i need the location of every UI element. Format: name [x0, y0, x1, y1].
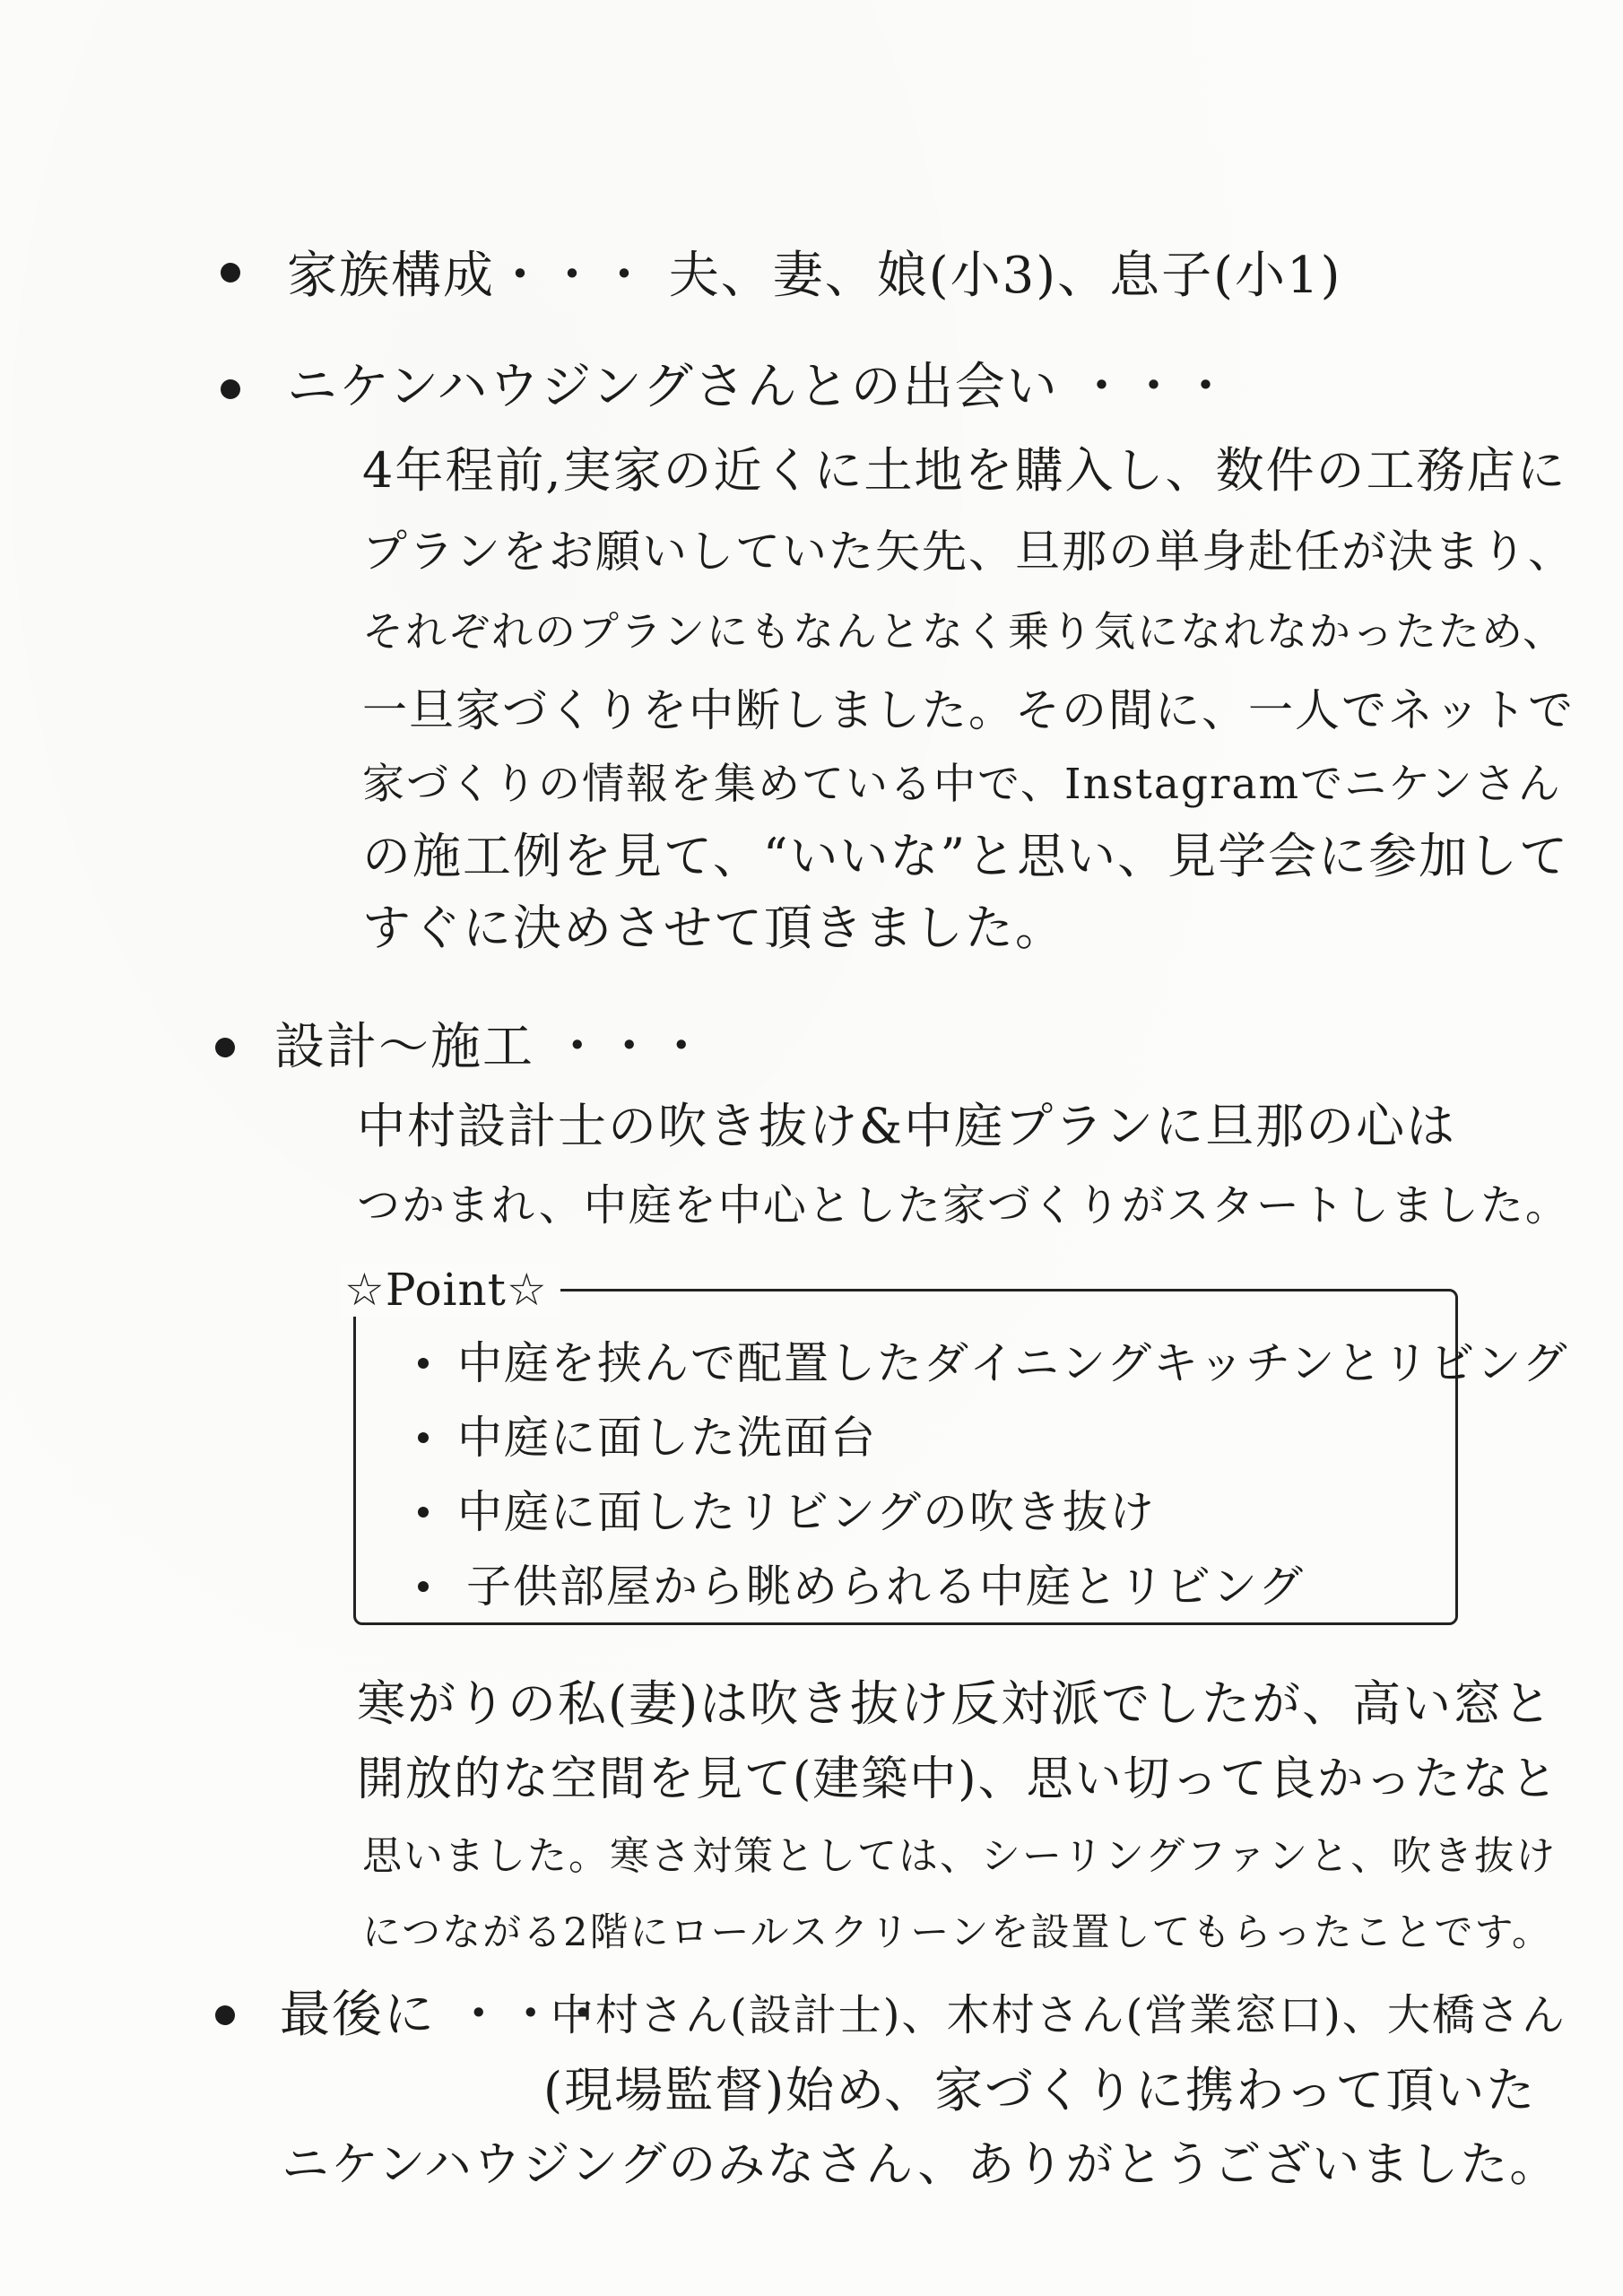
design-after-line: 思いました。寒さ対策としては、シーリングファンと、吹き抜け — [362, 1833, 1558, 1879]
meeting-line: 一旦家づくりを中断しました。その間に、一人でネットで — [362, 684, 1575, 736]
meeting-heading: ニケンハウジングさんとの出会い ・・・ — [287, 358, 1233, 416]
bullet-closing — [215, 2005, 235, 2025]
meeting-line: それぞれのプランにもなんとなく乗り気になれなかったため、 — [362, 607, 1567, 656]
design-after-line: 寒がりの私(妻)は吹き抜け反対派でしたが、高い窓と — [357, 1675, 1554, 1732]
closing-line: (現場監督)始め、家づくりに携わって頂いた — [543, 2062, 1537, 2118]
bullet-meeting — [221, 379, 240, 399]
point-item: 中庭に面した洗面台 — [457, 1412, 877, 1464]
meeting-line: 家づくりの情報を集めている中で、Instagramでニケンさん — [362, 760, 1562, 809]
point-bullet — [418, 1358, 429, 1369]
point-title: ☆Point☆ — [341, 1263, 560, 1317]
meeting-line: 4年程前,実家の近くに土地を購入し、数件の工務店に — [362, 442, 1567, 499]
point-bullet — [418, 1432, 429, 1443]
meeting-line: の施工例を見て、“いいな”と思い、見学会に参加して — [362, 828, 1570, 884]
point-item: 中庭を挟んで配置したダイニングキッチンとリビング — [457, 1337, 1569, 1389]
closing-line: 中村さん(設計士)、木村さん(営業窓口)、大橋さん — [551, 1990, 1567, 2040]
design-after-line: につながる2階にロールスクリーンを設置してもらったことです。 — [362, 1910, 1553, 1955]
point-bullet — [418, 1507, 429, 1518]
bullet-family — [221, 263, 240, 283]
design-line: 中村設計士の吹き抜け&中庭プランに旦那の心は — [357, 1098, 1457, 1154]
bullet-design — [215, 1038, 235, 1057]
closing-heading: 最後に ・・・ — [280, 1986, 610, 2044]
closing-line: ニケンハウジングのみなさん、ありがとうございました。 — [282, 2137, 1559, 2192]
point-item: 中庭に面したリビングの吹き抜け — [457, 1486, 1156, 1538]
point-bullet — [418, 1581, 429, 1592]
meeting-line: プランをお願いしていた矢先、旦那の単身赴任が決まり、 — [362, 526, 1575, 578]
point-item: 子供部屋から眺められる中庭とリビング — [466, 1561, 1305, 1613]
design-after-line: 開放的な空間を見て(建築中)、思い切って良かったなと — [357, 1752, 1559, 1806]
design-heading: 設計〜施工 ・・・ — [274, 1018, 708, 1076]
meeting-line: すぐに決めさせて頂きました。 — [362, 900, 1065, 956]
design-line: つかまれ、中庭を中心とした家づくりがスタートしました。 — [357, 1180, 1570, 1231]
family-heading: 家族構成・・・ 夫、妻、娘(小3)、息子(小1) — [287, 247, 1342, 305]
